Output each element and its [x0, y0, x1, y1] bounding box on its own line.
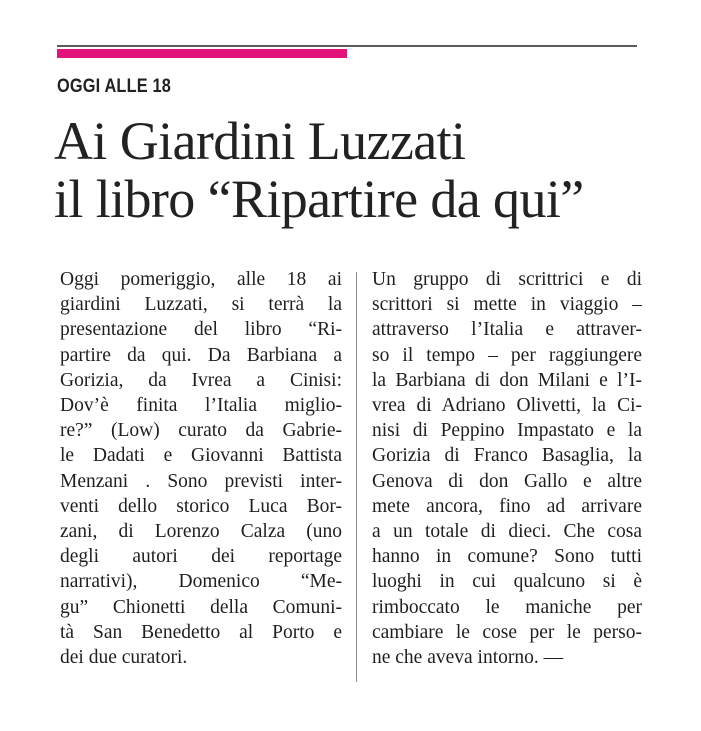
body-line: presentazione del libro “Ri-: [60, 319, 342, 341]
body-line: le Dadati e Giovanni Battista: [60, 445, 342, 467]
body-line: nisi di Peppino Impastato e la: [372, 420, 642, 442]
body-line: Dov’è finita l’Italia miglio-: [60, 395, 342, 417]
headline-line: il libro “Ripartire da qui”: [54, 169, 584, 229]
body-line: dei due curatori.: [60, 647, 188, 669]
body-line: attraverso l’Italia e attraver-: [372, 319, 642, 341]
body-line: rimboccato le maniche per: [372, 596, 642, 618]
body-line: hanno in comune? Sono tutti: [372, 546, 642, 568]
body-line: venti dello storico Luca Bor-: [60, 495, 342, 517]
body-line: scrittori si mette in viaggio –: [372, 294, 642, 316]
body-line: Gorizia, da Ivrea a Cinisi:: [60, 369, 342, 391]
body-line: Un gruppo di scrittrici e di: [372, 269, 642, 290]
body-column-right: [372, 267, 642, 670]
body-line: Oggi pomeriggio, alle 18 ai: [60, 269, 342, 290]
body-line: Genova di don Gallo e altre: [372, 470, 642, 492]
body-line: re?” (Low) curato da Gabrie-: [60, 420, 342, 442]
body-line: Menzani . Sono previsti inter-: [60, 470, 342, 492]
body-line: degli autori dei reportage: [60, 546, 342, 568]
body-line: gu” Chionetti della Comuni-: [60, 596, 342, 618]
body-line: mete ancora, fino ad arrivare: [372, 495, 642, 517]
body-line: giardini Luzzati, si terrà la: [60, 294, 342, 316]
body-line: zani, di Lorenzo Calza (uno: [60, 521, 342, 543]
column-divider: [356, 272, 357, 682]
top-rule: [57, 45, 637, 47]
body-column-left: [60, 267, 342, 670]
body-line: vrea di Adriano Olivetti, la Ci-: [372, 395, 642, 417]
headline: [54, 112, 674, 228]
body-line: a un totale di dieci. Che cosa: [372, 521, 642, 543]
body-line: Gorizia di Franco Basaglia, la: [372, 445, 642, 467]
body-line: narrativi), Domenico “Me-: [60, 571, 342, 593]
body-line: luoghi in cui qualcuno si è: [372, 571, 642, 593]
body-line: ne che aveva intorno. —: [372, 647, 564, 669]
accent-bar: [57, 49, 347, 58]
body-line: tà San Benedetto al Porto e: [60, 621, 342, 643]
headline-line: Ai Giardini Luzzati: [54, 111, 466, 171]
body-line: la Barbiana di don Milani e l’I-: [372, 369, 642, 391]
body-line: cambiare le cose per le perso-: [372, 621, 642, 643]
kicker: OGGI ALLE 18: [57, 76, 172, 97]
body-line: partire da qui. Da Barbiana a: [60, 344, 342, 366]
body-line: so il tempo – per raggiungere: [372, 344, 642, 366]
